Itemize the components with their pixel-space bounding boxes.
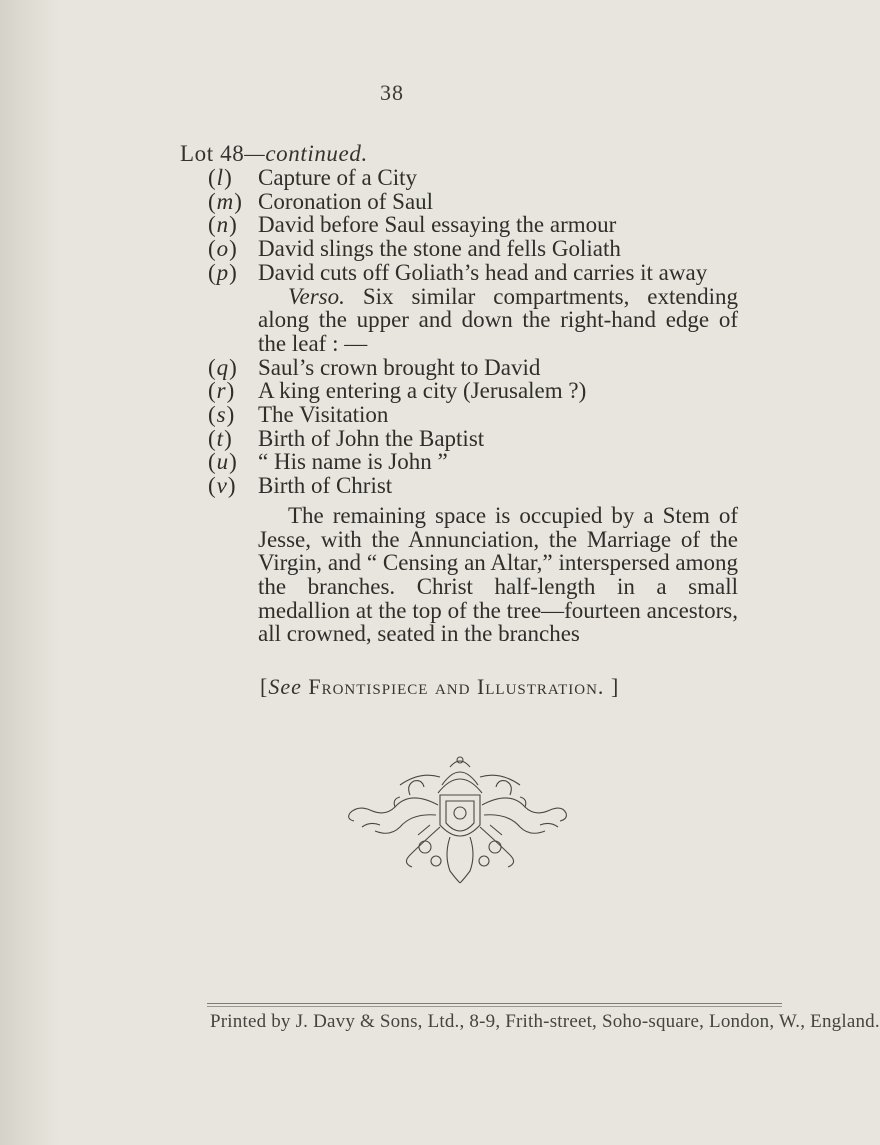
list-item bbox=[208, 474, 788, 498]
verso-label: Verso. bbox=[288, 283, 345, 309]
verso-paragraph bbox=[258, 285, 738, 356]
list-item bbox=[208, 356, 788, 380]
item-marker: (q) bbox=[208, 354, 238, 380]
list-item bbox=[208, 450, 788, 474]
list-item bbox=[208, 190, 788, 214]
item-text: The Visitation bbox=[258, 402, 389, 428]
printer-imprint: Printed by J. Davy & Sons, Ltd., 8-9, Frith-street, Soho-square, London, W., England. bbox=[210, 1011, 880, 1032]
bracket-close: ] bbox=[610, 674, 620, 699]
footer-rule bbox=[207, 1003, 782, 1004]
frontispiece-word: Frontispiece bbox=[308, 674, 429, 699]
illustration-word: Illustration. bbox=[476, 674, 605, 699]
item-text: Capture of a City bbox=[258, 165, 418, 190]
item-text: David slings the stone and fells Goliath bbox=[258, 236, 621, 262]
page-number: 38 bbox=[380, 80, 404, 105]
list-item bbox=[208, 403, 788, 427]
catalogue-entry bbox=[208, 166, 788, 646]
item-marker: (m) bbox=[208, 188, 243, 214]
lot-heading-suffix: —continued. bbox=[244, 141, 368, 166]
item-marker: (s) bbox=[208, 402, 236, 428]
item-text: “ His name is John ” bbox=[258, 449, 448, 475]
item-marker: (l) bbox=[208, 165, 233, 190]
item-marker: (r) bbox=[208, 378, 236, 404]
list-item bbox=[208, 379, 788, 403]
see-note bbox=[260, 674, 619, 700]
footer-rule-secondary bbox=[207, 1006, 782, 1007]
remaining-paragraph: The remaining space is occupied by a Stem of Jesse, with the Annunciation, the Marriage of the Virgin, and “ Censing an Altar,” interspersed among the branches. Christ half-length in a small medallion at the top of the tree—fourteen ancestors, all crowned, seated in the branches bbox=[258, 502, 738, 647]
item-marker: (v) bbox=[208, 473, 237, 499]
lot-heading-prefix: Lot 48 bbox=[180, 141, 245, 166]
list-item bbox=[208, 427, 788, 451]
item-text: Coronation of Saul bbox=[258, 188, 434, 214]
list-item bbox=[208, 237, 788, 261]
and-word: and bbox=[434, 674, 471, 699]
page-edge-shading bbox=[0, 0, 60, 1145]
item-text: David cuts off Goliath’s head and carries it away bbox=[258, 259, 708, 285]
list-item bbox=[208, 213, 788, 237]
lot-heading bbox=[180, 141, 368, 167]
item-marker: (n) bbox=[208, 212, 238, 238]
item-text: Saul’s crown brought to David bbox=[258, 354, 541, 380]
verso-text: Six similar compartments, extending along the upper and down the right-hand edge of the leaf : — bbox=[258, 283, 738, 356]
list-item bbox=[208, 166, 788, 190]
item-text: A king entering a city (Jerusalem ?) bbox=[258, 378, 587, 404]
item-text: Birth of Christ bbox=[258, 473, 393, 499]
see-word: See bbox=[268, 674, 302, 699]
printers-ornament-vignette bbox=[340, 755, 570, 885]
item-marker: (u) bbox=[208, 449, 238, 475]
list-item bbox=[208, 261, 788, 285]
item-marker: (t) bbox=[208, 425, 233, 451]
item-marker: (p) bbox=[208, 259, 238, 285]
item-text: David before Saul essaying the armour bbox=[258, 212, 617, 238]
item-marker: (o) bbox=[208, 236, 238, 262]
item-text: Birth of John the Baptist bbox=[258, 425, 485, 451]
bracket-open: [ bbox=[260, 674, 269, 699]
